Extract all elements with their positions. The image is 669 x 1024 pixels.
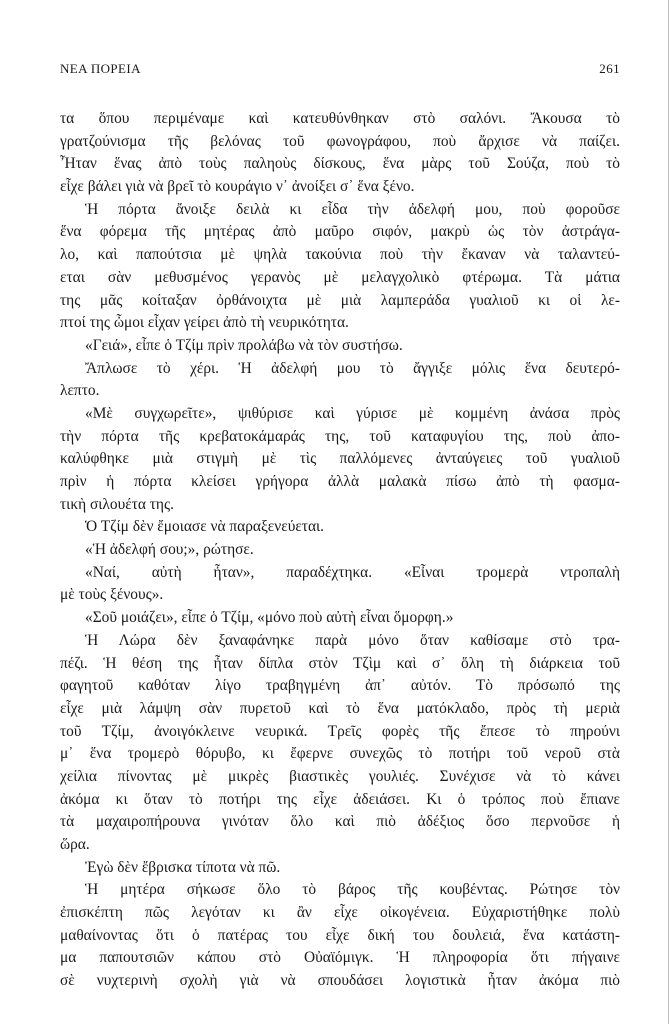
text-line: τοῦ Τζίμ, ἀνοιγόκλεινε νευρικά. Τρεῖς φορὲς τῆς ἔπεσε τὸ πηρούνι xyxy=(60,722,620,740)
text-line: πέζι. Ἡ θέση της ἦταν δίπλα στὸν Τζὶμ καὶ σ᾽ ὅλη τὴ διάρκεια τοῦ xyxy=(60,654,620,672)
text-line: γρατζούνισμα τῆς βελόνας τοῦ φωνογράφου, ποὺ ἄρχισε νὰ παίζει. xyxy=(60,132,620,150)
text-line: λο, καὶ παπούτσια μὲ ψηλὰ τακούνια ποὺ τὴν ἔκαναν νὰ ταλαντεύ- xyxy=(60,246,620,264)
text-line: Ἡ μητέρα σήκωσε ὅλο τὸ βάρος τῆς κουβέντας. Ρώτησε τὸν xyxy=(85,881,620,899)
text-line: «Ἡ ἀδελφή σου;», ρώτησε. xyxy=(85,541,254,559)
text-line: «Μὲ συγχωρεῖτε», ψιθύρισε καὶ γύρισε μὲ κομμένη ἀνάσα πρὸς xyxy=(85,404,620,422)
text-line: «Σοῦ μοιάζει», εἶπε ὁ Τζίμ, «μόνο ποὺ αὐτὴ εἶναι ὅμορφη.» xyxy=(85,609,454,627)
text-line: φαγητοῦ καθόταν λίγο τραβηγμένη ἀπ᾽ αὐτόν. Τὸ πρόσωπό της xyxy=(60,677,620,695)
text-line: ἐπισκέπτη πῶς λεγόταν κι ἂν εἶχε οἰκογένεια. Εὐχαριστήθηκε πολὺ xyxy=(60,904,620,922)
text-line: μ᾽ ἕνα τρομερὸ θόρυβο, κι ἔφερνε συνεχῶς τὸ ποτήρι τοῦ νεροῦ στὰ xyxy=(60,745,620,763)
text-line: Ἡ Λώρα δὲν ξαναφάνηκε παρὰ μόνο ὅταν καθίσαμε στὸ τρα- xyxy=(85,631,620,649)
text-line: πτοί της ὦμοι εἶχαν γείρει ἀπὸ τὴ νευρικότητα. xyxy=(60,314,349,332)
running-header xyxy=(60,61,620,81)
text-line: καλύφθηκε μιὰ στιγμὴ μὲ τὶς παλλόμενες ἀνταύγειες τοῦ γυαλιοῦ xyxy=(60,450,620,468)
text-line: πρὶν ἡ πόρτα κλείσει γρήγορα ἀλλὰ μαλακὰ πίσω ἀπὸ τὴ φασμα- xyxy=(60,473,620,490)
text-line: της μᾶς κοίταξαν ὀρθάνοιχτα μὲ μιὰ λαμπεράδα γυαλιοῦ κι οἱ λε- xyxy=(60,291,620,309)
text-line: σὲ νυχτερινὴ σχολὴ γιὰ νὰ σπουδάσει λογιστικὰ ἦταν ἀκόμα πιὸ xyxy=(60,972,620,990)
text-line: εται σὰν μεθυσμένος γερανὸς μὲ μελαγχολικὸ φτέρωμα. Τὰ μάτια xyxy=(60,268,620,286)
text-line: ἀκόμα κι ὅταν τὸ ποτήρι της εἶχε ἀδειάσει. Κι ὁ τρόπος ποὺ ἔπιανε xyxy=(60,790,620,808)
text-line: Ὁ Τζίμ δὲν ἔμοιασε νὰ παραξενεύεται. xyxy=(85,518,325,536)
text-line: Ἦταν ἕνας ἀπὸ τοὺς παληοὺς δίσκους, ἕνα μὰρς τοῦ Σούζα, ποὺ τὸ xyxy=(60,155,620,173)
text-line: μαθαίνοντας ὅτι ὁ πατέρας του εἶχε δική του δουλειά, ἕνα κατάστη- xyxy=(60,926,620,944)
text-line: Ἐγὼ δὲν ἔβρισκα τίποτα νὰ πῶ. xyxy=(85,858,281,876)
text-line: ἕνα φόρεμα τῆς μητέρας ἀπὸ μαῦρο σιφόν, μακρὺ ὡς τὸν ἀστράγα- xyxy=(60,223,620,241)
page-number: 261 xyxy=(599,61,620,76)
text-line: εἶχε μιὰ λάμψη σὰν πυρετοῦ καὶ τὸ ἕνα ματόκλαδο, πρὸς τὴ μεριὰ xyxy=(60,699,620,717)
text-line: τα ὅπου περιμέναμε καὶ κατευθύνθηκαν στὸ σαλόνι. Ἄκουσα τὸ xyxy=(60,110,620,127)
text-line: «Ναί, αὐτὴ ἦταν», παραδέχτηκα. «Εἶναι τρομερὰ ντροπαλὴ xyxy=(85,563,620,581)
text-line: μα παπουτσιῶν κάπου στὸ Οὐαϊόμιγκ. Ἡ πληροφορία ὅτι πήγαινε xyxy=(60,949,620,967)
text-line: λεπτο. xyxy=(60,382,100,400)
running-title: ΝΕΑ ΠΟΡΕΙΑ xyxy=(60,61,141,76)
text-line: Ἄπλωσε τὸ χέρι. Ἡ ἀδελφή μου τὸ ἄγγιξε μόλις ἕνα δευτερό- xyxy=(85,359,620,377)
text-line: ὥρα. xyxy=(60,836,90,853)
text-line: χείλια πίνοντας μὲ μικρὲς βιαστικὲς γουλιές. Συνέχισε νὰ τὸ κάνει xyxy=(60,767,620,785)
text-line: τὴν πόρτα τῆς κρεβατοκάμαράς της, τοῦ καταφυγίου της, ποὺ ἀπο- xyxy=(60,427,620,445)
body-text xyxy=(60,108,620,993)
text-line: τὰ μαχαιροπήρουνα γινόταν ὅλο καὶ πιὸ ἀδέξιος ὅσο περνοῦσε ἡ xyxy=(60,813,620,831)
text-line: τικὴ σιλουέτα της. xyxy=(60,495,174,513)
text-line: εἶχε βάλει γιὰ νὰ βρεῖ τὸ κουράγιο ν᾽ ἀνοίξει σ᾽ ἕνα ξένο. xyxy=(60,178,415,196)
text-line: μὲ τοὺς ξένους». xyxy=(60,586,164,604)
text-line: «Γειά», εἶπε ὁ Τζίμ πρὶν προλάβω νὰ τὸν συστήσω. xyxy=(85,336,403,354)
text-line: Ἡ πόρτα ἄνοιξε δειλὰ κι εἶδα τὴν ἀδελφή μου, ποὺ φοροῦσε xyxy=(85,200,620,218)
